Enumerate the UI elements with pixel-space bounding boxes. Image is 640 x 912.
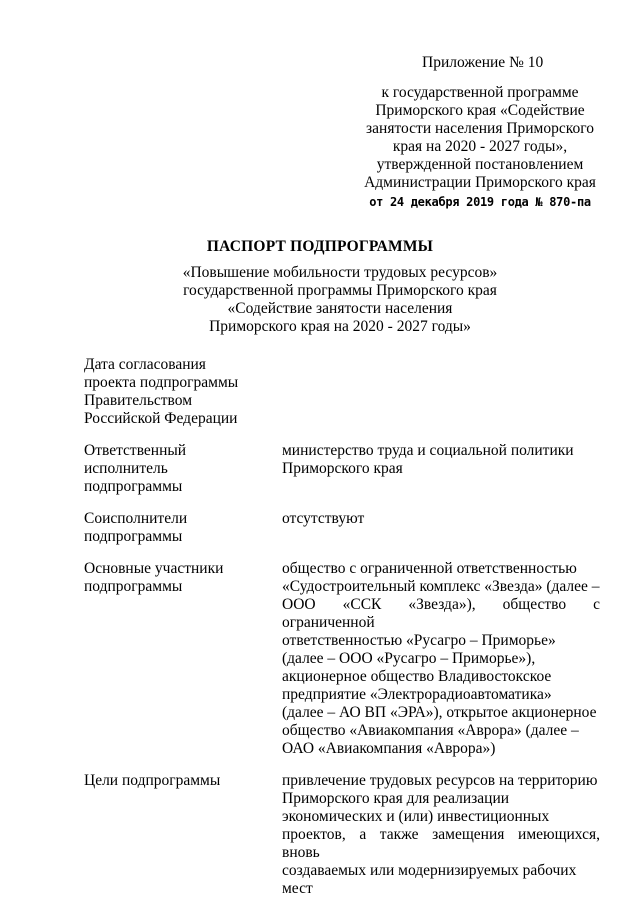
label-line: подпрограммы (84, 478, 183, 495)
row-label (84, 442, 282, 496)
value-line: (далее – АО ВП «ЭРА»), открытое акционерное (282, 704, 597, 721)
row-label (84, 510, 282, 546)
label-line: проекта подпрограммы (84, 374, 239, 391)
value-line: «Судостроительный комплекс «Звезда» (далее – (282, 578, 600, 595)
row-label (84, 356, 282, 428)
appendix-line: Администрации Приморского края (364, 174, 596, 191)
passport-row-main-participants (84, 560, 600, 758)
label-line: Ответственный (84, 442, 187, 459)
value-line: мест (282, 880, 313, 897)
subtitle-line: государственной программы Приморского края (183, 282, 497, 299)
value-line: создаваемых или модернизируемых рабочих (282, 862, 577, 879)
value-line: предприятие «Электрорадиоавтоматика» (282, 686, 552, 703)
passport-row-responsible-executor (84, 442, 600, 496)
label-line: Основные участники (84, 560, 224, 577)
value-line: ОАО «Авиакомпания «Аврора») (282, 740, 496, 757)
label-line: Цели подпрограммы (84, 772, 221, 789)
value-line: Приморского края для реализации (282, 790, 510, 807)
value-line: (далее – ООО «Русагро – Приморье»), (282, 650, 536, 667)
appendix-line: Приморского края «Содействие (375, 102, 585, 119)
row-value (282, 772, 600, 898)
appendix-line: занятости населения Приморского (366, 120, 594, 137)
passport-row-goals (84, 772, 600, 898)
subtitle-line: Приморского края на 2020 - 2027 годы» (209, 318, 471, 335)
appendix-line: края на 2020 - 2027 годы», (392, 138, 568, 155)
subtitle-line: «Повышение мобильности трудовых ресурсов» (182, 264, 498, 281)
page-title: ПАСПОРТ ПОДПРОГРАММЫ (206, 238, 434, 255)
value-line: общество «Авиакомпания «Аврора» (далее – (282, 722, 579, 739)
label-line: подпрограммы (84, 528, 183, 545)
value-line: акционерное общество Владивостокское (282, 668, 552, 685)
resolution-date-stamp: от 24 декабря 2019 года № 870-па (369, 195, 591, 209)
value-line: ответственностью «Русагро – Приморье» (282, 632, 556, 649)
label-line: Российской Федерации (84, 410, 238, 427)
label-line: исполнитель (84, 460, 168, 477)
value-line: ООО «ССК «Звезда»), общество с ограниченной (282, 596, 600, 631)
row-value (282, 356, 600, 428)
row-value (282, 560, 600, 758)
value-line: привлечение трудовых ресурсов на территорию (282, 772, 598, 789)
row-value (282, 510, 600, 546)
passport-row-co-executors (84, 510, 600, 546)
appendix-line: утвержденной постановлением (376, 156, 584, 173)
value-line: отсутствуют (282, 510, 365, 527)
subtitle-line: «Содействие занятости населения (227, 300, 453, 317)
passport-table (84, 356, 600, 912)
appendix-number: Приложение № 10 (422, 54, 544, 71)
value-line: экономических и (или) инвестиционных (282, 808, 550, 825)
row-label (84, 772, 282, 898)
passport-row-approval-date (84, 356, 600, 428)
row-label (84, 560, 282, 758)
row-value (282, 442, 600, 496)
value-line: проектов, а также замещения имеющихся, вновь (282, 826, 600, 861)
value-line: Приморского края (282, 460, 403, 477)
appendix-block (360, 54, 600, 211)
label-line: Соисполнители (84, 510, 188, 527)
value-line: министерство труда и социальной политики (282, 442, 574, 459)
label-line: Дата согласования (84, 356, 206, 373)
label-line: подпрограммы (84, 578, 183, 595)
label-line: Правительством (84, 392, 193, 409)
subprogram-subtitle (0, 264, 640, 336)
value-line: общество с ограниченной ответственностью (282, 560, 577, 577)
appendix-line: к государственной программе (381, 84, 579, 101)
